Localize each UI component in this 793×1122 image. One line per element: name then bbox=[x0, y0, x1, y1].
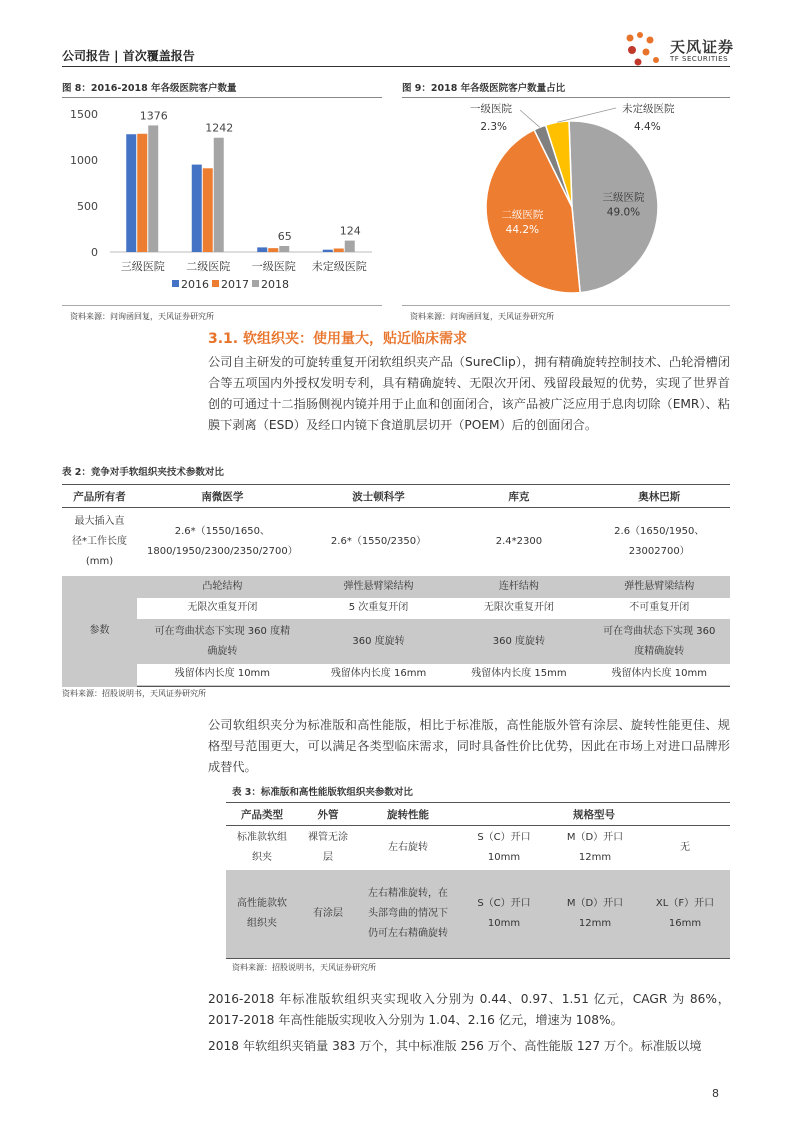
fig9-source-rule bbox=[402, 305, 730, 306]
table2-title: 表 2：竞争对手软组织夹技术参数对比 bbox=[62, 467, 224, 478]
table-row bbox=[62, 508, 730, 576]
table3-title: 表 3：标准版和高性能版软组织夹参数对比 bbox=[232, 787, 413, 798]
logo-dot-icon bbox=[628, 46, 636, 54]
bar-2016 bbox=[257, 247, 267, 252]
bar-2018 bbox=[148, 125, 158, 252]
bar-2016 bbox=[126, 134, 136, 252]
table-cell: 2.6*（1550/2350） bbox=[330, 535, 427, 547]
table-row bbox=[62, 664, 730, 686]
logo-dot-icon bbox=[637, 32, 643, 38]
table-header-cell: 外管 bbox=[298, 803, 358, 826]
table3-version-params bbox=[226, 802, 730, 959]
fig9-title: 图 9：2018 年各级医院客户数量占比 bbox=[402, 83, 566, 94]
table-cell: 2.6（1650/1950、23002700） bbox=[614, 525, 705, 557]
fig8-bar-chart bbox=[62, 100, 382, 300]
logo-dot-icon bbox=[653, 57, 659, 63]
fig8-title-rule bbox=[62, 97, 382, 98]
table-cell: 360 度旋转 bbox=[492, 635, 546, 647]
pie-leader-line bbox=[557, 108, 616, 122]
table2-source: 资料来源：招股说明书，天风证券研究所 bbox=[62, 689, 206, 698]
table-cell: 360 度旋转 bbox=[352, 635, 405, 647]
legend-swatch bbox=[252, 280, 259, 287]
paragraph-soft-clip-intro: 公司自主研发的可旋转重复开闭软组织夹产品（SureClip），拥有精确旋转控制技术、凸轮滑槽闭合等五项国内外授权发明专利，具有精确旋转、无限次开闭、残留段最短的优势，实现了世界首创的可通过十二指肠侧视内镜并用于止血和创面闭合，该产品被广泛应用于息肉切除（EMR）、粘膜下剥离（ESD）及经口内镜下食道肌层切开（POEM）后的创面闭合。 bbox=[208, 355, 730, 432]
table-header-cell: 库克 bbox=[449, 485, 588, 508]
table-header-cell: 规格型号 bbox=[458, 803, 730, 826]
table3-source: 资料来源：招股说明书，天风证券研究所 bbox=[232, 963, 376, 972]
paragraph-sales: 2018 年软组织夹销量 383 万个，其中标准版 256 万个、高性能版 127 万个。标准版以境 bbox=[208, 1039, 702, 1053]
paragraph-revenue: 2016-2018 年标准版软组织夹实现收入分别为 0.44、0.97、1.51 亿元，CAGR 为 86%，2017-2018 年高性能版实现收入分别为 1.04、2.16 亿元，增速为 108%。 bbox=[208, 992, 730, 1027]
legend-label: 2016 bbox=[181, 278, 209, 291]
pie-pct: 2.3% bbox=[480, 121, 507, 133]
bar-2017 bbox=[137, 134, 147, 252]
section-heading: 3.1. 软组织夹：使用量大，贴近临床需求 bbox=[208, 331, 467, 347]
table-cell: 残留体内长度 15mm bbox=[449, 664, 588, 686]
bar-2018 bbox=[345, 241, 355, 252]
table-cell: 无限次重复开闭 bbox=[137, 598, 308, 620]
table-cell: 弹性悬臂梁结构 bbox=[624, 580, 695, 592]
logo-dot-icon bbox=[643, 49, 650, 56]
y-tick-label: 500 bbox=[77, 200, 98, 213]
logo-dot-icon bbox=[647, 37, 654, 44]
x-tick-label: 一级医院 bbox=[251, 260, 296, 273]
pie-pct: 49.0% bbox=[606, 206, 641, 219]
pie-pct: 44.2% bbox=[505, 224, 540, 237]
pie-leader-line bbox=[520, 110, 540, 127]
pie-label: 未定级医院 bbox=[622, 103, 675, 115]
table-header-row bbox=[62, 485, 730, 508]
table-cell: 左右旋转 bbox=[388, 841, 428, 853]
table-cell: 无限次重复开闭 bbox=[449, 598, 588, 620]
table-cell: 弹性悬臂梁结构 bbox=[343, 580, 414, 592]
fig8-source-rule bbox=[62, 305, 382, 306]
pie-label: 二级医院 bbox=[501, 209, 544, 222]
table-row bbox=[62, 576, 730, 598]
logo-text-en: TF SECURITIES bbox=[670, 55, 729, 63]
bar-data-label: 1376 bbox=[139, 109, 168, 123]
table-cell: M（D）开口 12mm bbox=[566, 831, 624, 863]
bar-data-label: 124 bbox=[339, 224, 361, 238]
fig8-title: 图 8：2016-2018 年各级医院客户数量 bbox=[62, 83, 237, 94]
table-cell: 连杆结构 bbox=[498, 580, 539, 592]
bar-2018 bbox=[279, 246, 289, 252]
legend-swatch bbox=[212, 280, 219, 287]
fig9-source: 资料来源：问询函回复，天风证券研究所 bbox=[410, 312, 554, 321]
table-cell: M（D）开口 12mm bbox=[566, 897, 624, 929]
table-cell: 5 次重复开闭 bbox=[308, 598, 450, 620]
bar-data-label: 1242 bbox=[205, 121, 234, 135]
y-tick-label: 1000 bbox=[70, 154, 98, 167]
pie-label: 三级医院 bbox=[602, 191, 645, 204]
fig8-source: 资料来源：问询函回复，天风证券研究所 bbox=[70, 312, 214, 321]
bar-data-label: 65 bbox=[277, 230, 292, 244]
table-cell: 最大插入直径*工作长度(mm) bbox=[71, 515, 127, 567]
bar-2017 bbox=[268, 248, 278, 252]
x-tick-label: 未定级医院 bbox=[311, 260, 367, 273]
x-tick-label: 三级医院 bbox=[120, 260, 165, 273]
table-cell: 裸管无涂层 bbox=[308, 831, 348, 863]
table-cell: 有涂层 bbox=[313, 907, 343, 919]
table-cell: S（C）开口 10mm bbox=[477, 897, 531, 929]
logo-text-cn: 天风证券 bbox=[670, 38, 735, 56]
table-cell: 可在弯曲状态下实现 360 度精确旋转 bbox=[154, 625, 291, 657]
table-cell: 残留体内长度 16mm bbox=[308, 664, 450, 686]
paragraph-versions: 公司软组织夹分为标准版和高性能版，相比于标准版，高性能版外管有涂层、旋转性能更佳、规格型号范围更大，可以满足各类型临床需求，同时具备性价比优势，因此在市场上对进口品牌形成替代。 bbox=[208, 718, 730, 774]
table-header-cell: 波士顿科学 bbox=[308, 485, 450, 508]
table-row bbox=[226, 826, 730, 870]
table-cell: 残留体内长度 10mm bbox=[588, 664, 730, 686]
table-cell: 无 bbox=[680, 841, 690, 853]
logo-dot-icon bbox=[627, 35, 634, 42]
bar-2017 bbox=[334, 249, 344, 252]
table-cell: 2.4*2300 bbox=[495, 535, 543, 547]
header-title: 公司报告 | 首次覆盖报告 bbox=[62, 49, 195, 63]
x-tick-label: 二级医院 bbox=[186, 260, 231, 273]
table-cell: 可在弯曲状态下实现 360 度精确旋转 bbox=[603, 625, 716, 657]
fig9-pie-chart bbox=[402, 100, 730, 305]
bar-2016 bbox=[323, 250, 333, 252]
page-number: 8 bbox=[712, 1087, 719, 1100]
y-tick-label: 1500 bbox=[70, 108, 98, 121]
table-cell: 标准款软组织夹 bbox=[237, 831, 287, 863]
table2-competitor-params bbox=[62, 484, 730, 687]
table-row bbox=[226, 870, 730, 958]
fig9-title-rule bbox=[402, 97, 730, 98]
table-cell: 2.6*（1550/1650、1800/1950/2300/2350/2700） bbox=[146, 525, 298, 557]
legend-label: 2018 bbox=[261, 278, 289, 291]
y-tick-label: 0 bbox=[91, 246, 98, 259]
logo-dot-icon bbox=[635, 59, 642, 66]
bar-2016 bbox=[192, 165, 202, 252]
table-header-cell: 产品类型 bbox=[226, 803, 298, 826]
table-header-cell: 南微医学 bbox=[137, 485, 308, 508]
legend-label: 2017 bbox=[221, 278, 249, 291]
table-cell: 左右精准旋转，在头部弯曲的情况下仍可左右精确旋转 bbox=[368, 887, 448, 939]
bar-2018 bbox=[214, 138, 224, 252]
table-cell: 高性能款软组织夹 bbox=[237, 897, 287, 929]
legend-swatch bbox=[172, 280, 179, 287]
table-cell: 凸轮结构 bbox=[202, 580, 243, 592]
table-cell: 残留体内长度 10mm bbox=[137, 664, 308, 686]
table-cell-param-label: 参数 bbox=[62, 576, 137, 687]
pie-pct: 4.4% bbox=[634, 121, 661, 133]
table-header-row bbox=[226, 803, 730, 826]
pie-label: 一级医院 bbox=[470, 103, 512, 115]
table-header-cell: 奥林巴斯 bbox=[588, 485, 730, 508]
table-header-cell: 旋转性能 bbox=[358, 803, 458, 826]
table-row bbox=[62, 620, 730, 664]
header-rule bbox=[62, 66, 730, 67]
table-cell: XL（F）开口 16mm bbox=[655, 897, 715, 929]
bar-2017 bbox=[203, 168, 213, 252]
table-cell: 不可重复开闭 bbox=[588, 598, 730, 620]
table-row bbox=[62, 598, 730, 620]
table-cell: S（C）开口 10mm bbox=[477, 831, 531, 863]
table-header-cell: 产品所有者 bbox=[62, 485, 137, 508]
